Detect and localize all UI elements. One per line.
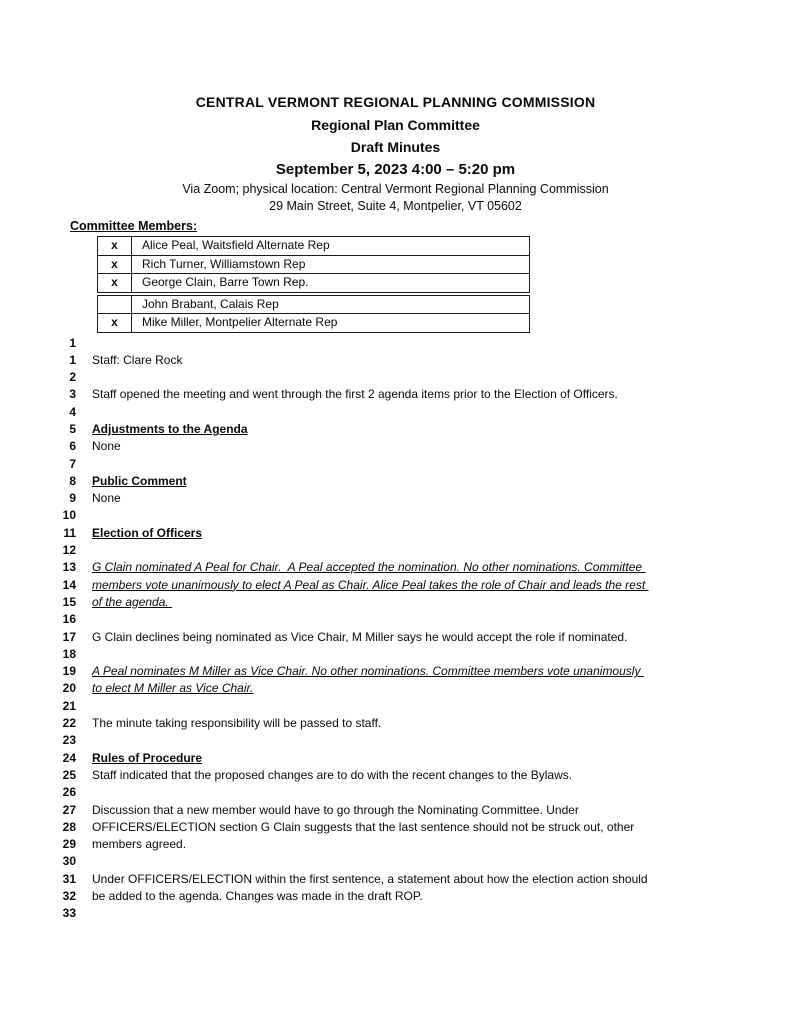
document-header [0, 91, 791, 215]
line-number: 26 [62, 785, 76, 800]
committee-members-table-upper [97, 236, 530, 293]
doc-line [0, 732, 791, 749]
line-number: 22 [62, 716, 76, 731]
member-name: Rich Turner, Williamstown Rep [142, 256, 306, 271]
line-text: None [92, 439, 121, 454]
line-number: 6 [69, 439, 76, 454]
member-name: Mike Miller, Montpelier Alternate Rep [142, 315, 338, 329]
doc-line [0, 698, 791, 715]
committee-members-table-lower [97, 295, 530, 333]
line-number: 10 [62, 508, 76, 523]
line-number: 15 [62, 594, 76, 609]
member-row [98, 273, 529, 292]
minutes-numbered-lines [0, 335, 791, 923]
line-text: G Clain nominated A Peal for Chair. A Peal accepted the nomination. No other nominations. Committee [92, 560, 646, 575]
committee-name: Regional Plan Committee [311, 117, 480, 133]
document-type: Draft Minutes [350, 139, 441, 155]
line-number: 25 [62, 767, 76, 782]
member-present-mark: x [98, 256, 132, 274]
doc-line [0, 525, 791, 542]
member-name: Alice Peal, Waitsfield Alternate Rep [142, 238, 330, 252]
member-row [98, 313, 529, 332]
line-number: 1 [69, 335, 76, 350]
doc-line [0, 438, 791, 455]
line-number: 30 [62, 854, 76, 869]
line-text: members vote unanimously to elect A Peal as Chair. Alice Peal takes the role of Chair and leads the rest [92, 577, 649, 592]
member-present-mark: x [98, 314, 132, 332]
line-number: 17 [62, 629, 76, 644]
member-present-mark: x [98, 237, 132, 255]
doc-line [0, 646, 791, 663]
line-number: 9 [69, 491, 76, 506]
line-text: be added to the agenda. Changes was made in the draft ROP. [92, 889, 423, 903]
doc-line [0, 680, 791, 697]
line-number: 32 [62, 889, 76, 903]
doc-line [0, 905, 791, 922]
committee-members-label: Committee Members: [70, 219, 198, 233]
line-number: 23 [62, 733, 76, 748]
doc-line [0, 836, 791, 853]
doc-line [0, 507, 791, 524]
line-number: 18 [62, 646, 76, 661]
line-text: to elect M Miller as Vice Chair. [92, 681, 254, 696]
doc-line [0, 629, 791, 646]
line-number: 1 [69, 352, 76, 367]
line-number: 13 [62, 560, 76, 575]
line-text: G Clain declines being nominated as Vice Chair, M Miller says he would accept the role if nominated. [92, 629, 628, 644]
doc-line [0, 750, 791, 767]
doc-line [0, 352, 791, 369]
line-number: 3 [69, 387, 76, 402]
member-row [98, 255, 529, 274]
organization-title: CENTRAL VERMONT REGIONAL PLANNING COMMISSION [195, 94, 596, 110]
doc-line [0, 784, 791, 801]
doc-line [0, 559, 791, 576]
line-text: Staff opened the meeting and went through the first 2 agenda items prior to the Election of Officers. [92, 387, 618, 402]
line-text: Under OFFICERS/ELECTION within the first sentence, a statement about how the election action should [92, 871, 648, 886]
member-present-mark: x [98, 274, 132, 292]
line-number: 11 [63, 525, 76, 540]
doc-line [0, 404, 791, 421]
line-number: 27 [62, 802, 76, 817]
doc-line [0, 802, 791, 819]
meeting-location-line2: 29 Main Street, Suite 4, Montpelier, VT 05602 [269, 199, 522, 213]
doc-line [0, 871, 791, 888]
doc-line [0, 819, 791, 836]
line-text: Staff indicated that the proposed changes are to do with the recent changes to the Bylaws. [92, 767, 573, 782]
doc-line [0, 490, 791, 507]
line-text: Discussion that a new member would have to go through the Nominating Committee. Under [92, 802, 579, 817]
line-text: OFFICERS/ELECTION section G Clain suggests that the last sentence should not be struck out, other [92, 819, 635, 834]
doc-line [0, 421, 791, 438]
doc-line [0, 386, 791, 403]
line-number: 28 [62, 819, 76, 834]
line-number: 16 [62, 612, 76, 627]
line-number: 5 [69, 421, 76, 436]
line-number: 19 [62, 664, 76, 679]
doc-line [0, 888, 791, 905]
line-text: None [92, 491, 121, 506]
line-number: 2 [69, 370, 76, 385]
member-name: George Clain, Barre Town Rep. [142, 275, 309, 289]
line-number: 31 [62, 871, 76, 886]
doc-line [0, 715, 791, 732]
line-text: members agreed. [92, 837, 187, 852]
member-row [98, 237, 529, 255]
doc-line [0, 853, 791, 870]
meeting-datetime: September 5, 2023 4:00 – 5:20 pm [275, 161, 516, 178]
doc-line [0, 335, 791, 352]
member-row [98, 296, 529, 314]
line-number: 33 [62, 906, 76, 921]
line-text: Rules of Procedure [92, 750, 203, 765]
line-text: Staff: Clare Rock [92, 352, 183, 367]
line-number: 20 [62, 681, 76, 696]
line-number: 21 [62, 698, 76, 713]
doc-line [0, 611, 791, 628]
doc-line [0, 577, 791, 594]
doc-line [0, 594, 791, 611]
line-number: 8 [69, 473, 76, 488]
member-name: John Brabant, Calais Rep [142, 296, 279, 311]
doc-line [0, 369, 791, 386]
line-text: Public Comment [92, 473, 187, 488]
line-text: The minute taking responsibility will be passed to staff. [92, 716, 382, 731]
line-text: Election of Officers [92, 525, 203, 540]
line-number: 29 [62, 837, 76, 852]
line-number: 4 [69, 404, 76, 419]
meeting-location-line1: Via Zoom; physical location: Central Vermont Regional Planning Commission [182, 182, 609, 196]
doc-line [0, 473, 791, 490]
line-text: Adjustments to the Agenda [92, 421, 248, 436]
doc-line [0, 456, 791, 473]
line-number: 7 [69, 456, 76, 471]
doc-line [0, 767, 791, 784]
member-present-mark [98, 296, 132, 314]
line-number: 12 [62, 543, 76, 558]
line-text: of the agenda. [92, 594, 173, 609]
line-text: A Peal nominates M Miller as Vice Chair. No other nominations. Committee members vote unanimously [92, 664, 644, 679]
line-number: 24 [62, 750, 76, 765]
line-number: 14 [62, 577, 76, 592]
doc-line [0, 663, 791, 680]
doc-line [0, 542, 791, 559]
